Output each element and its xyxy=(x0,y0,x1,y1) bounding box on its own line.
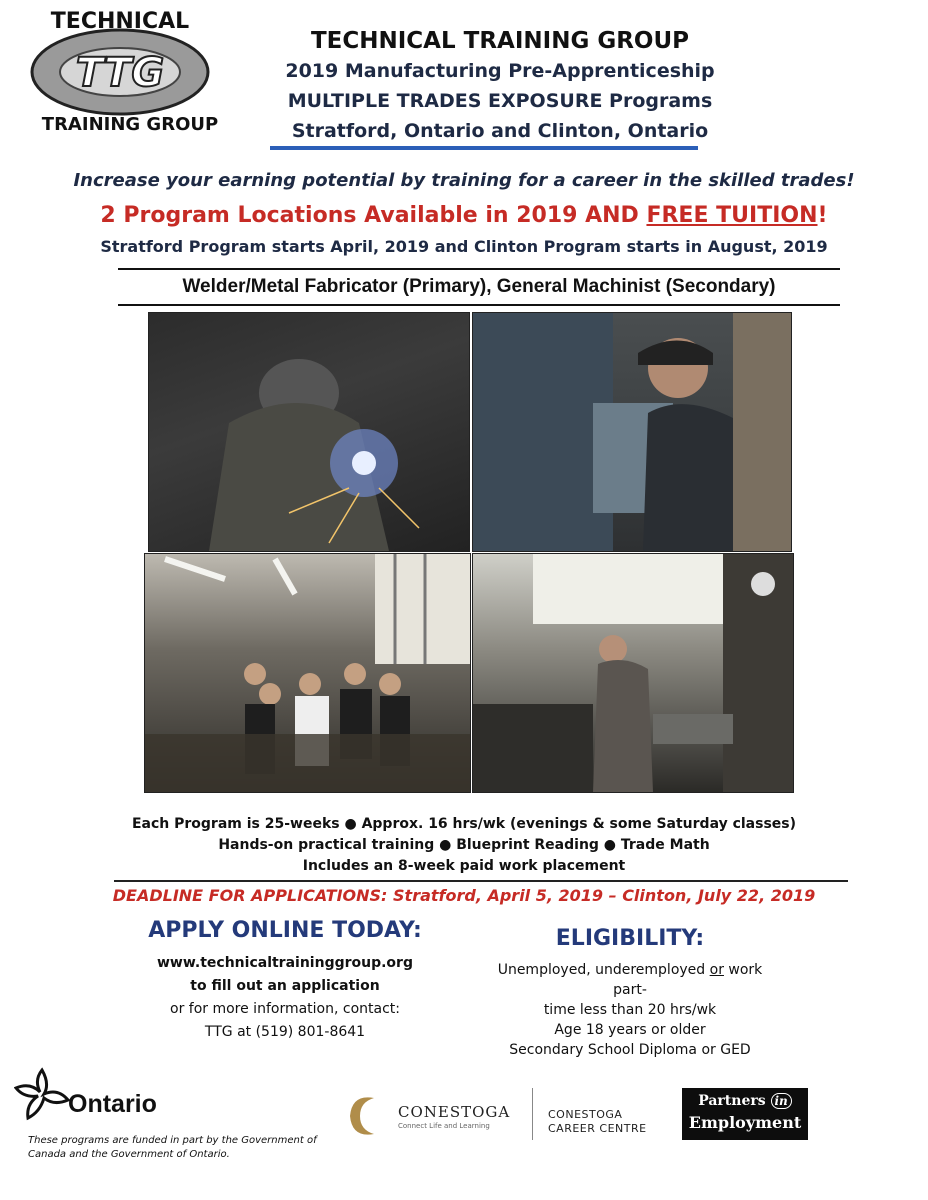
ttg-logo xyxy=(20,6,220,136)
conestoga-logo-icon xyxy=(342,1090,382,1142)
logo-mark: TTG xyxy=(75,50,165,96)
start-dates: Stratford Program starts April, 2019 and Clinton Program starts in August, 2019 xyxy=(100,237,828,256)
conestoga-wordmark: CONESTOGA xyxy=(398,1103,511,1121)
partners-in-employment-logo xyxy=(682,1088,808,1140)
eligibility-line-1-prefix: Unemployed, underemployed xyxy=(497,962,710,978)
locations-headline xyxy=(0,203,928,228)
locations-suffix: ! xyxy=(817,203,828,228)
header xyxy=(240,26,760,146)
locations-prefix: 2 Program Locations Available in 2019 AND xyxy=(100,203,647,228)
partners-line-2: Employment xyxy=(688,1113,802,1132)
program-details xyxy=(0,814,928,877)
eligibility-title: ELIGIBILITY: xyxy=(555,926,705,951)
page-title: TECHNICAL TRAINING GROUP xyxy=(310,28,690,54)
program-name: 2019 Manufacturing Pre-Apprenticeship xyxy=(285,60,715,82)
program-locations: Stratford, Ontario and Clinton, Ontario xyxy=(291,120,709,142)
footer-divider xyxy=(532,1088,533,1140)
partners-in: in xyxy=(771,1093,792,1109)
logo-bottom-text: TRAINING GROUP xyxy=(41,114,219,135)
apply-line-3: or for more information, contact: xyxy=(170,1001,400,1017)
photo-group xyxy=(144,553,471,793)
header-underline xyxy=(270,146,698,150)
details-line-2: Hands-on practical training ● Blueprint Reading ● Trade Math xyxy=(218,837,710,853)
photo-shop xyxy=(472,553,794,793)
apply-phone: TTG at (519) 801-8641 xyxy=(204,1024,366,1040)
program-type: MULTIPLE TRADES EXPOSURE Programs xyxy=(287,90,713,112)
ccc-line-2: CAREER CENTRE xyxy=(548,1122,647,1135)
eligibility-or: or xyxy=(709,962,724,978)
partners-word: Partners xyxy=(698,1093,766,1109)
ccc-line-1: CONESTOGA xyxy=(548,1108,623,1121)
deadline: DEADLINE FOR APPLICATIONS: Stratford, April 5, 2019 – Clinton, July 22, 2019 xyxy=(112,886,816,905)
funding-note: These programs are funded in part by the Government of Canada and the Government of Ontario. xyxy=(28,1135,317,1160)
photo-welder xyxy=(148,312,470,552)
apply-info xyxy=(140,952,430,1044)
trades-text: Welder/Metal Fabricator (Primary), General Machinist (Secondary) xyxy=(182,276,776,297)
eligibility-line-1-suffix: work part- xyxy=(613,962,763,998)
details-line-1: Each Program is 25-weeks ● Approx. 16 hrs/wk (evenings & some Saturday classes) xyxy=(131,816,797,832)
details-line-3: Includes an 8-week paid work placement xyxy=(302,858,626,874)
eligibility-line-2: time less than 20 hrs/wk xyxy=(543,1002,717,1018)
eligibility-line-4: Secondary School Diploma or GED xyxy=(509,1042,751,1058)
conestoga-career-centre xyxy=(548,1108,647,1136)
eligibility-info xyxy=(480,960,780,1060)
ontario-wordmark: Ontario xyxy=(68,1090,157,1118)
conestoga-tagline: Connect Life and Learning xyxy=(398,1122,490,1130)
partners-line-1 xyxy=(682,1088,808,1112)
trades-bar xyxy=(118,268,840,306)
logo-top-text: TECHNICAL xyxy=(50,9,190,34)
tagline: Increase your earning potential by training for a career in the skilled trades! xyxy=(73,170,855,191)
free-tuition: FREE TUITION xyxy=(646,203,818,228)
apply-line-2: to fill out an application xyxy=(190,978,380,994)
details-rule xyxy=(114,880,848,882)
apply-title: APPLY ONLINE TODAY: xyxy=(148,918,422,943)
eligibility-line-1 xyxy=(480,960,780,1000)
eligibility-line-3: Age 18 years or older xyxy=(554,1022,706,1038)
apply-url[interactable]: www.technicaltraininggroup.org xyxy=(157,955,413,971)
photo-machinist xyxy=(472,312,792,552)
